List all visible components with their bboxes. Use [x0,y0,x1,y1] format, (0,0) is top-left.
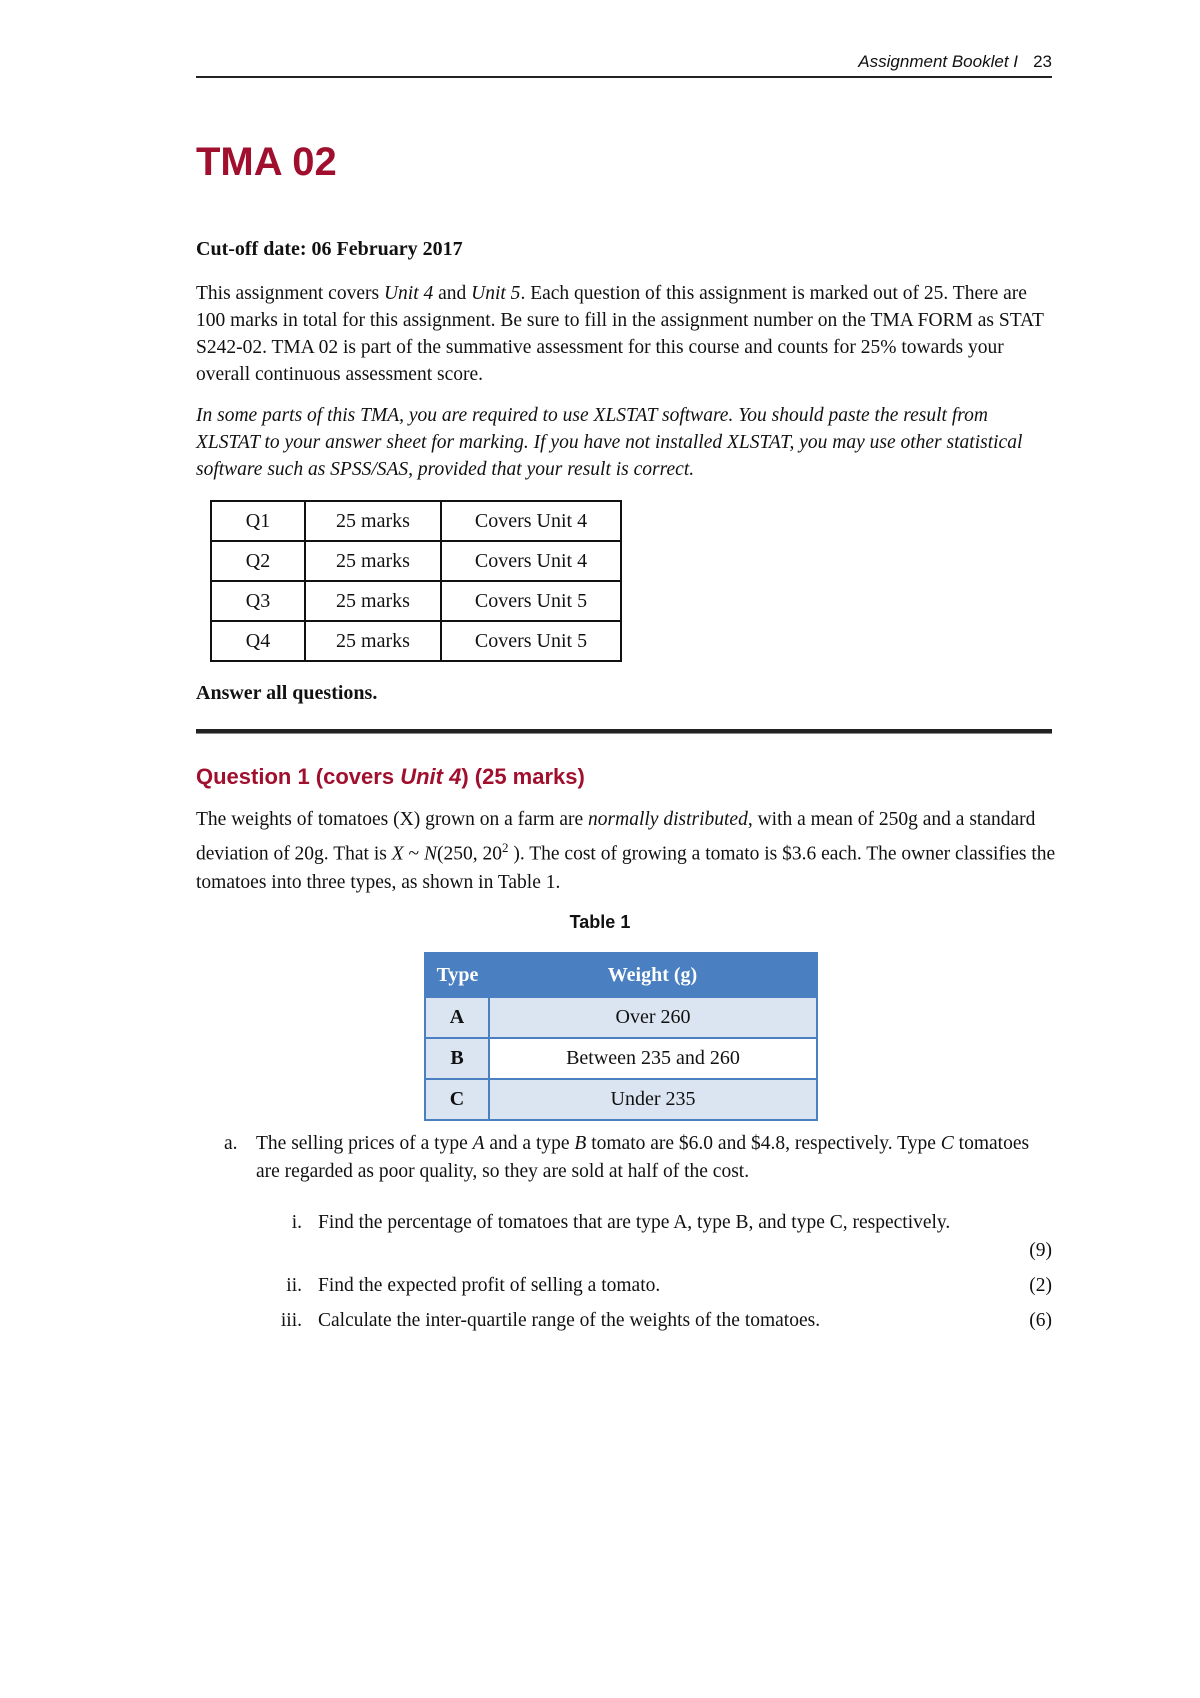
marks-cell: Q3 [211,581,305,621]
part-a-type-b: B [574,1133,587,1154]
q1-text-3: ). The cost of growing a tomato is $3.6 each. The owner classifies the tomatoes into three types, as shown in Table 1. [196,843,1056,893]
marks-cell: Covers Unit 4 [441,501,621,541]
table-header-row [425,953,817,997]
intro-text-3: . Each question of this assignment is marked out of 25. There are 100 marks in total for this assignment. Be sure to fill in the assignment number on the TMA FORM as STAT S242-02. TMA 02 is part of the summative assessment for this course and counts for 25% towards your overall continuous assessment score. [196,283,1044,385]
part-a-text-3: tomato are $6.0 and $4.8, respectively. Type [586,1133,941,1154]
part-a-text-2: and a type [484,1133,575,1154]
q1-text-1: The weights of tomatoes (X) grown on a farm are [196,809,589,830]
heading-text-1: Question 1 (covers [196,764,401,789]
item-number: i. [291,1212,302,1233]
item-text: Find the expected profit of selling a tomato. [318,1275,661,1296]
column-header: Weight (g) [489,953,817,997]
marks-cell: Q2 [211,541,305,581]
item-text: Calculate the inter-quartile range of the weights of the tomatoes. [318,1310,821,1331]
type-cell: A [425,997,489,1038]
section-divider [196,729,1052,734]
weight-cell: Over 260 [489,997,817,1038]
table-row [211,621,621,661]
sub-question-i [256,1209,1052,1265]
part-a-type-c: C [940,1133,954,1154]
weight-cell: Between 235 and 260 [489,1038,817,1079]
marks-cell: Covers Unit 4 [441,541,621,581]
table-1-caption: Table 1 [569,912,631,932]
column-header: Type [425,953,489,997]
answer-all-instruction: Answer all questions. [196,682,378,704]
item-number: ii. [286,1275,302,1296]
sub-question-ii [256,1272,1052,1300]
heading-unit: Unit 4 [400,764,462,789]
q1-var-x: X [391,843,404,865]
type-cell: C [425,1079,489,1120]
booklet-name: Assignment Booklet I [858,52,1018,71]
q1-tilde: ~ [403,843,424,865]
part-a-type-a: A [472,1133,485,1154]
intro-unit4: Unit 4 [383,283,434,304]
marks-cell: Covers Unit 5 [441,621,621,661]
item-marks: (2) [1029,1275,1052,1296]
item-number: iii. [280,1310,302,1331]
question-1-paragraph [196,806,1056,897]
table-row [425,1038,817,1079]
marks-cell: 25 marks [305,501,441,541]
intro-unit5: Unit 5 [471,283,521,304]
marks-cell: Covers Unit 5 [441,581,621,621]
question-1-heading [196,764,585,790]
table-row [425,997,817,1038]
table-row [425,1079,817,1120]
marks-cell: 25 marks [305,581,441,621]
marks-cell: Q1 [211,501,305,541]
marks-table [210,500,622,662]
item-marks: (9) [1029,1240,1052,1261]
item-marks: (6) [1029,1310,1052,1331]
intro-paragraph [196,280,1056,388]
part-a-text-4: tomatoes are regarded as poor quality, so they are sold at half of the cost. [256,1133,1030,1182]
weight-cell: Under 235 [489,1079,817,1120]
q1-var-n: N [423,843,437,865]
part-a-text-1: The selling prices of a type [256,1133,473,1154]
part-a-label: a. [224,1133,238,1154]
cutoff-date: Cut-off date: 06 February 2017 [196,238,463,260]
tomato-types-table [424,952,818,1121]
page-header [196,50,1052,78]
q1-dist: (250, 20 [436,843,502,865]
marks-cell: Q4 [211,621,305,661]
marks-cell: 25 marks [305,621,441,661]
q1-emphasis: normally distributed [588,809,748,830]
intro-text-2: and [433,283,472,304]
marks-cell: 25 marks [305,541,441,581]
sub-question-iii [256,1307,1052,1335]
type-cell: B [425,1038,489,1079]
table-row [211,581,621,621]
page-number: 23 [1033,52,1052,71]
q1-superscript: 2 [501,840,509,855]
q1-text-2: , with a mean of 250g and a standard deviation of 20g. That is [196,809,1036,865]
page-title: TMA 02 [196,140,337,184]
table-row [211,501,621,541]
intro-text-1: This assignment covers [196,283,384,304]
item-text: Find the percentage of tomatoes that are type A, type B, and type C, respectively. [318,1212,951,1233]
part-a-text [256,1130,1056,1186]
software-note: In some parts of this TMA, you are required to use XLSTAT software. You should paste the result from XLSTAT to your answer sheet for marking. If you have not installed XLSTAT, you may use other statistical software such as SPSS/SAS, provided that your result is correct. [196,405,1023,480]
heading-text-2: ) (25 marks) [461,764,585,789]
table-row [211,541,621,581]
